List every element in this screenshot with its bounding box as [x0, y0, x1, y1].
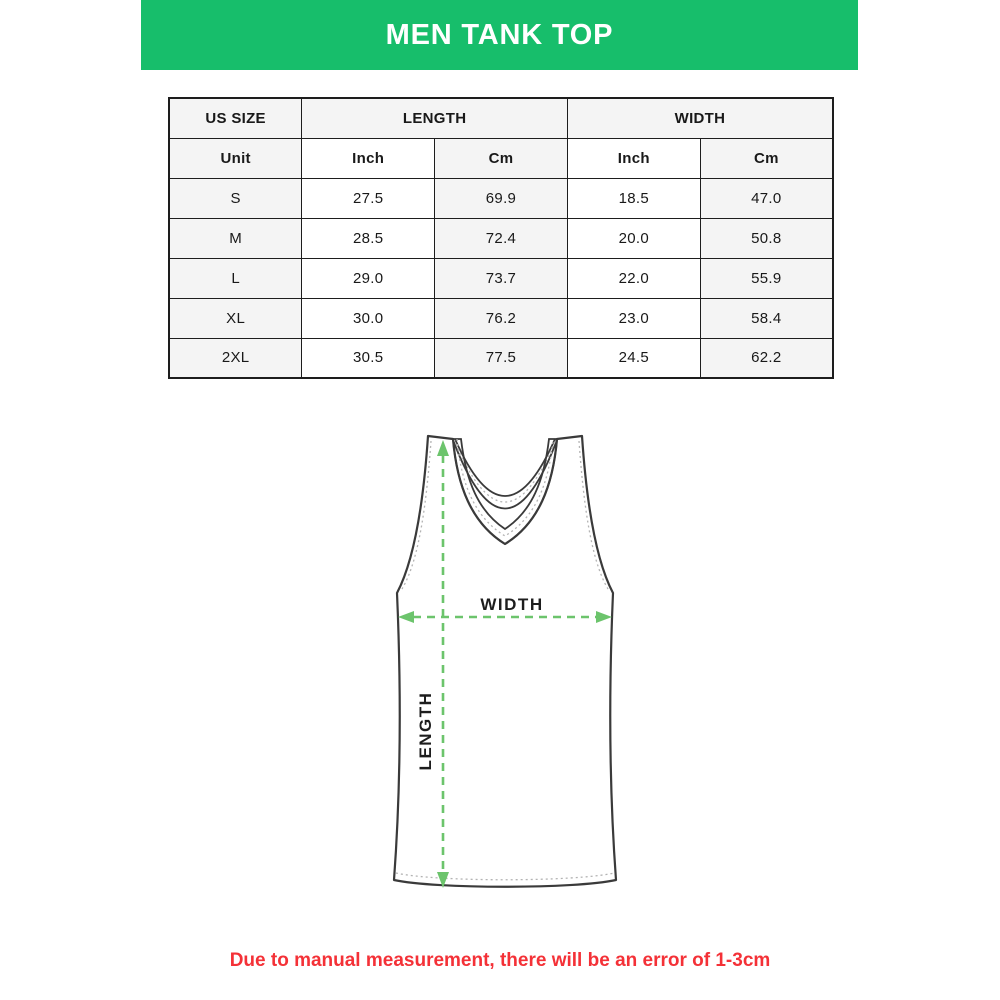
width-cm-value: 62.2: [700, 338, 833, 378]
table-row-2xl: [169, 338, 833, 378]
col-header-length: LENGTH: [302, 98, 568, 138]
width-cm-value: 47.0: [700, 178, 833, 218]
width-cm-value: 50.8: [700, 218, 833, 258]
width-inch-value: 23.0: [567, 298, 700, 338]
table-row-m: [169, 218, 833, 258]
col-header-width: WIDTH: [567, 98, 833, 138]
length-cm-value: 72.4: [435, 218, 568, 258]
table-row-xl: [169, 298, 833, 338]
width-inch-header: Inch: [567, 138, 700, 178]
table-row-l: [169, 258, 833, 298]
size-label: XL: [169, 298, 302, 338]
table-group-header-row: [169, 98, 833, 138]
size-table: [168, 97, 834, 379]
tank-body-outline: [394, 436, 616, 887]
col-header-us-size: US SIZE: [169, 98, 302, 138]
measurement-disclaimer: Due to manual measurement, there will be an error of 1-3cm: [229, 950, 771, 971]
title-banner: [141, 0, 858, 70]
size-label: 2XL: [169, 338, 302, 378]
length-inch-value: 29.0: [302, 258, 435, 298]
width-cm-header: Cm: [700, 138, 833, 178]
length-inch-value: 30.5: [302, 338, 435, 378]
table-row-s: [169, 178, 833, 218]
width-inch-value: 20.0: [567, 218, 700, 258]
length-label: LENGTH: [416, 691, 435, 771]
size-label: L: [169, 258, 302, 298]
size-label: M: [169, 218, 302, 258]
length-cm-value: 77.5: [435, 338, 568, 378]
tank-top-diagram: [385, 425, 625, 905]
length-cm-value: 73.7: [435, 258, 568, 298]
length-cm-value: 69.9: [435, 178, 568, 218]
length-inch-value: 28.5: [302, 218, 435, 258]
length-cm-value: 76.2: [435, 298, 568, 338]
unit-header: Unit: [169, 138, 302, 178]
length-inch-header: Inch: [302, 138, 435, 178]
length-inch-value: 30.0: [302, 298, 435, 338]
table-unit-row: [169, 138, 833, 178]
width-inch-value: 22.0: [567, 258, 700, 298]
width-label: WIDTH: [480, 595, 544, 614]
width-cm-value: 55.9: [700, 258, 833, 298]
size-label: S: [169, 178, 302, 218]
back-collar-upper-line: [455, 439, 555, 496]
width-cm-value: 58.4: [700, 298, 833, 338]
length-inch-value: 27.5: [302, 178, 435, 218]
page-title: MEN TANK TOP: [385, 18, 614, 51]
width-inch-value: 24.5: [567, 338, 700, 378]
width-inch-value: 18.5: [567, 178, 700, 218]
length-cm-header: Cm: [435, 138, 568, 178]
